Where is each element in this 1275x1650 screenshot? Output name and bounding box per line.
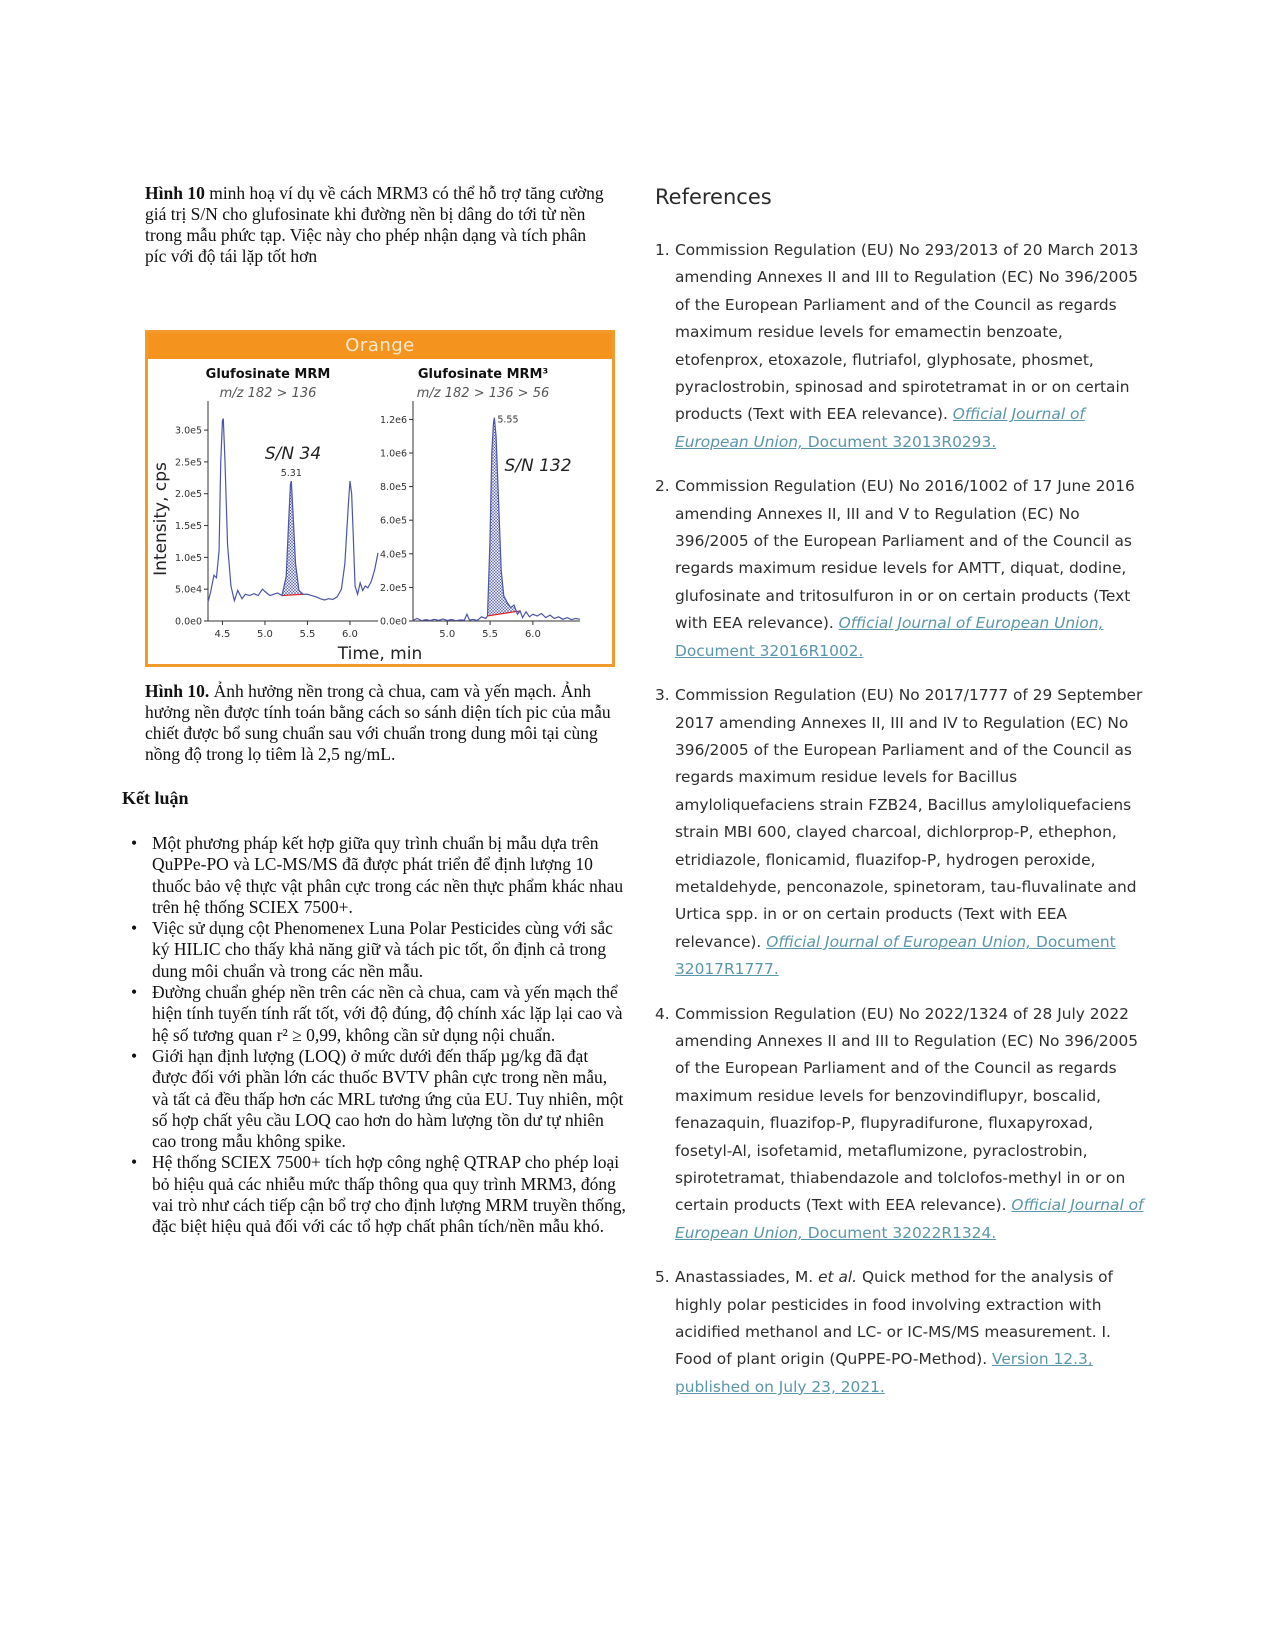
- intro-figure-ref: Hình 10: [145, 183, 205, 203]
- reference-item: [655, 682, 1145, 983]
- y-tick-label: 2.0e5: [380, 582, 407, 594]
- reference-item: [655, 473, 1145, 665]
- figure-header: Orange: [148, 333, 612, 359]
- conclusion-item: [122, 982, 627, 1046]
- reference-number: 4.: [655, 1004, 670, 1023]
- y-tick-label: 1.5e5: [175, 521, 202, 533]
- x-tick-label: 6.0: [341, 629, 358, 640]
- y-tick-label: 1.0e6: [380, 448, 407, 460]
- panel-subtitle: m/z 182 > 136: [219, 386, 317, 401]
- conclusion-item: [122, 1046, 627, 1152]
- reference-number: 5.: [655, 1268, 670, 1287]
- conclusion-item: [122, 833, 627, 918]
- y-tick-label: 3.0e5: [175, 425, 202, 437]
- sn-annotation: S/N 132: [504, 456, 572, 476]
- x-axis-label: Time, min: [337, 644, 423, 664]
- conclusion-item-text: Giới hạn định lượng (LOQ) ở mức dưới đến thấp µg/kg đã đạt được đối với phần lớn các thuốc BVTV phân cực trong nền mẫu, và tất cả đều thấp hơn các MRL tương ứng của EU. Tuy nhiên, một số hợp chất yêu cầu LOQ cao hơn do hàm lượng tồn dư tự nhiên cao trong mẫu không spike.: [152, 1045, 624, 1152]
- conclusion-item-text: Việc sử dụng cột Phenomenex Luna Polar Pesticides cùng với sắc ký HILIC cho thấy khả năng giữ và tách pic tốt, ổn định cả trong dung môi chuẩn và trong các nền mẫu.: [152, 918, 613, 981]
- reference-text: Anastassiades, M.: [675, 1268, 819, 1287]
- figure-10: [145, 330, 615, 667]
- bullet-icon: •: [131, 1152, 138, 1173]
- caption-text: Ảnh hưởng nền trong cà chua, cam và yến mạch. Ảnh hưởng nền được tính toán bằng cách so sánh diện tích pic của mẫu chiết được bổ sung chuẩn sau với chuẩn trong dung môi tại cùng nồng độ trong lọ tiêm là 2,5 ng/mL.: [145, 681, 611, 764]
- y-tick-label: 5.0e4: [175, 584, 202, 596]
- caption-figure-ref: Hình 10.: [145, 681, 210, 701]
- references-list: [655, 237, 1145, 1418]
- references-heading: References: [655, 185, 772, 209]
- reference-number: 1.: [655, 241, 670, 259]
- reference-text: Commission Regulation (EU) No 293/2013 of 20 March 2013 amending Annexes II and III to Regulation (EC) No 396/2005 of the European Parliament and of the Council as regards maximum residue levels for emamectin benzoate, etofenprox, etoxazole, flutriafol, glyphosate, phosmet, pyraclostrobin, spinosad and spirotetramat in or on certain products (Text with EEA relevance).: [675, 241, 1139, 424]
- y-tick-label: 2.0e5: [175, 489, 202, 501]
- x-tick-label: 5.5: [299, 629, 316, 640]
- x-tick-label: 4.5: [214, 629, 231, 640]
- reference-number: 2.: [655, 477, 670, 496]
- y-tick-label: 1.2e6: [380, 414, 407, 426]
- reference-text: Commission Regulation (EU) No 2022/1324 of 28 July 2022 amending Annexes II and III to Regulation (EC) No 396/2005 of the European Parliament and of the Council as regards maximum residue levels for benzovindiflupyr, boscalid, fenazaquin, fluazifop-P, flupyradifurone, fluxapyroxad, fosetyl-Al, isofetamid, metaflumizone, pyraclostrobin, spirotetramat, thiabendazole and tolclofos-methyl in or on certain products (Text with EEA relevance).: [675, 1004, 1139, 1215]
- reference-link[interactable]: Version 12.3, published on July 23, 2021.: [675, 1350, 1093, 1396]
- x-tick-label: 5.5: [482, 629, 499, 640]
- reference-text: Commission Regulation (EU) No 2016/1002 of 17 June 2016 amending Annexes II, III and V to Regulation (EC) No 396/2005 of the European Parliament and of the Council as regards maximum residue levels for AMTT, diquat, dodine, glufosinate and tritosulfuron in or on certain products (Text with EEA relevance).: [675, 477, 1135, 633]
- conclusion-item-text: Hệ thống SCIEX 7500+ tích hợp công nghệ QTRAP cho phép loại bỏ hiệu quả các nhiễu mức thấp thông qua quy trình MRM3, đóng vai trò như cách tiếp cận bổ trợ cho định lượng MRM truyền thống, đặc biệt hiệu quả đối với các tổ hợp chất phân tích/nền mẫu khó.: [152, 1152, 626, 1237]
- peak-label: 5.31: [280, 468, 302, 479]
- chromatogram-chart: [148, 359, 612, 664]
- y-tick-label: 2.5e5: [175, 457, 202, 469]
- y-tick-label: 1.0e5: [175, 552, 202, 564]
- reference-item: [655, 237, 1145, 456]
- y-tick-label: 0.0e0: [380, 616, 407, 628]
- y-axis-label: Intensity, cps: [151, 462, 171, 576]
- x-tick-label: 5.0: [256, 629, 273, 640]
- panel-title: Glufosinate MRM: [205, 367, 331, 382]
- conclusion-item: [122, 1152, 627, 1237]
- y-tick-label: 4.0e5: [380, 549, 407, 561]
- reference-text-2: Quick method for the analysis of highly polar pesticides in food involving extraction with acidified methanol and LC- or IC-MS/MS measurement. I. Food of plant origin (QuPPE-PO-Method).: [675, 1268, 1113, 1369]
- reference-link[interactable]: Official Journal of European Union, Document 32013R0293.: [675, 405, 1085, 451]
- panel-title: Glufosinate MRM³: [417, 367, 549, 382]
- bullet-icon: •: [131, 918, 138, 939]
- conclusion-item-text: Một phương pháp kết hợp giữa quy trình chuẩn bị mẫu dựa trên QuPPe-PO và LC-MS/MS đã được phát triển để định lượng 10 thuốc bảo vệ thực vật phân cực trong các nền thực phẩm khác nhau trên hệ thống SCIEX 7500+.: [152, 833, 624, 917]
- reference-item: [655, 1001, 1145, 1248]
- y-tick-label: 0.0e0: [175, 616, 202, 628]
- reference-link[interactable]: Official Journal of European Union, Document 32016R1002.: [675, 614, 1104, 660]
- conclusion-item-text: Đường chuẩn ghép nền trên các nền cà chua, cam và yến mạch thể hiện tính tuyến tính rất tốt, với độ đúng, độ chính xác lặp lại cao và hệ số tương quan r² ≥ 0,99, không cần sử dụng nội chuẩn.: [152, 982, 623, 1045]
- intro-paragraph: [145, 183, 610, 267]
- figure-caption: [145, 681, 615, 765]
- x-tick-label: 5.0: [439, 629, 456, 640]
- bullet-icon: •: [131, 982, 138, 1003]
- reference-text: Commission Regulation (EU) No 2017/1777 of 29 September 2017 amending Annexes II, III and IV to Regulation (EC) No 396/2005 of the European Parliament and of the Council as regards maximum residue levels for Bacillus amyloliquefaciens strain FZB24, Bacillus amyloliquefaciens strain MBI 600, clayed charcoal, dichlorprop-P, ethephon, etridiazole, flonicamid, fluazifop-P, hydrogen peroxide, metaldehyde, penconazole, spinetoram, tau-fluvalinate and Urtica spp. in or on certain products (Text with EEA relevance).: [675, 686, 1143, 951]
- y-tick-label: 8.0e5: [380, 482, 407, 494]
- bullet-icon: •: [131, 1045, 138, 1066]
- reference-item: [655, 1264, 1145, 1401]
- conclusion-item: [122, 918, 627, 982]
- peak-label: 5.55: [497, 414, 519, 426]
- reference-em: et al.: [818, 1268, 858, 1287]
- reference-number: 3.: [655, 686, 670, 705]
- y-tick-label: 6.0e5: [380, 515, 407, 527]
- intro-text: minh hoạ ví dụ về cách MRM3 có thể hỗ trợ tăng cường giá trị S/N cho glufosinate khi đường nền bị dâng do tới từ nền trong mẫu phức tạp. Việc này cho phép nhận dạng và tích phân píc với độ tái lặp tốt hơn: [145, 183, 604, 266]
- conclusion-list: [122, 833, 627, 1238]
- sn-annotation: S/N 34: [264, 444, 322, 464]
- bullet-icon: •: [131, 833, 138, 853]
- panel-subtitle: m/z 182 > 136 > 56: [416, 386, 550, 401]
- conclusion-heading: Kết luận: [122, 788, 189, 808]
- x-tick-label: 6.0: [524, 629, 541, 640]
- reference-link[interactable]: Official Journal of European Union, Document 32022R1324.: [675, 1196, 1144, 1242]
- reference-link[interactable]: Official Journal of European Union, Document 32017R1777.: [675, 932, 1116, 979]
